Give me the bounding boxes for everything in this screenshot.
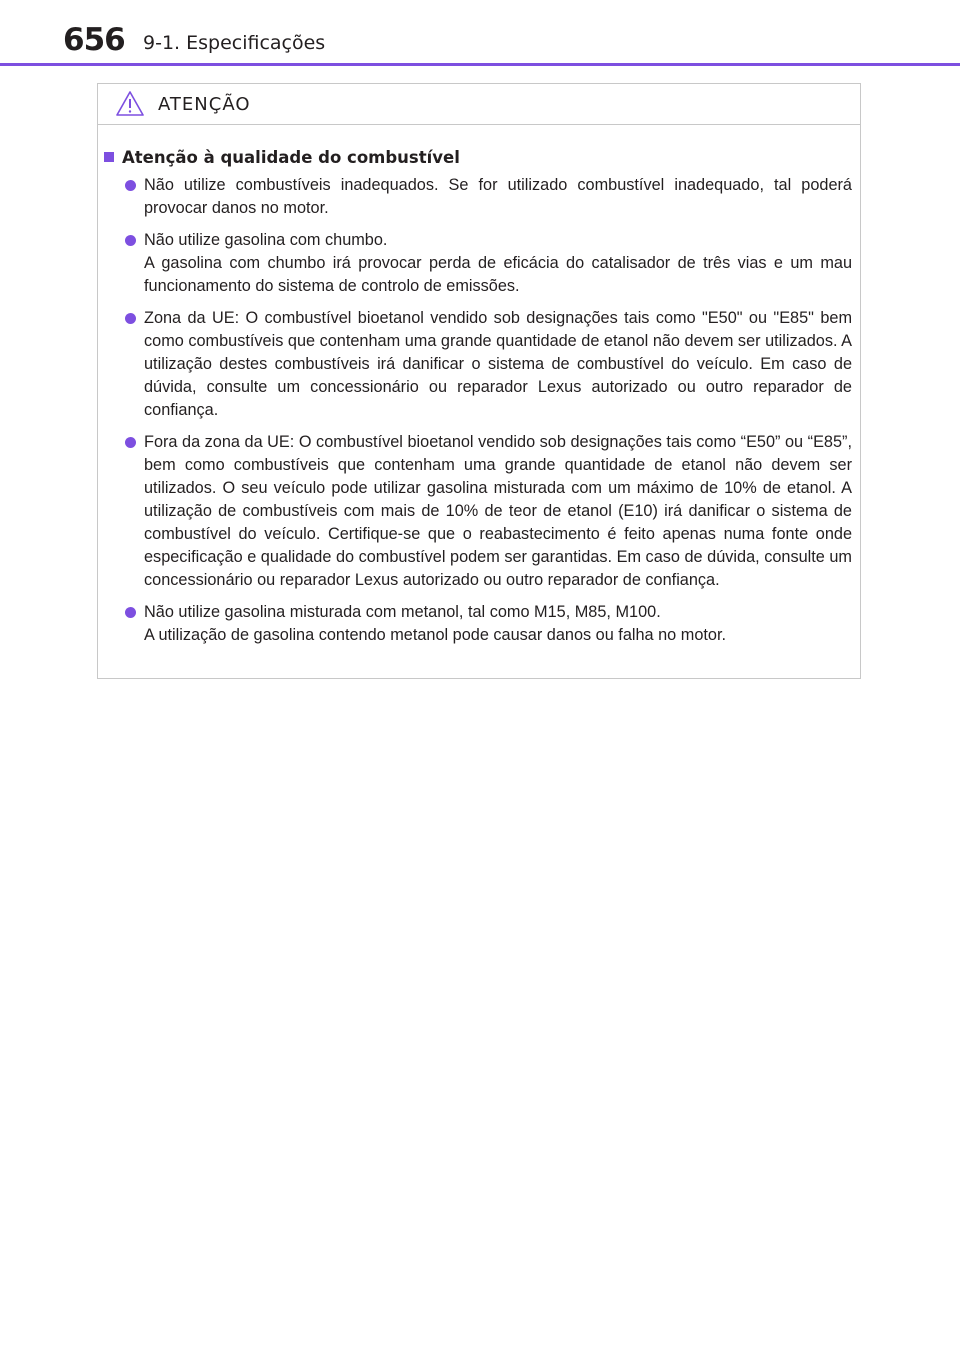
square-bullet-icon (104, 152, 114, 162)
bullet-dot-icon (125, 607, 136, 618)
list-item (98, 174, 860, 220)
item-text: Não utilize gasolina misturada com metanol, tal como M15, M85, M100. (144, 603, 661, 621)
page-number: 656 (63, 22, 125, 58)
bullet-dot-icon (125, 235, 136, 246)
warning-label: ATENÇÃO (158, 94, 251, 115)
item-text: Fora da zona da UE: O combustível bioetanol vendido sob designações tais como “E50” ou “E85”, bem como combustíveis que contenham uma grande quantidade de etanol não devem ser utilizados. O seu veículo pode utilizar gasolina misturada com um máximo de 10% de etanol. A utilização de combustíveis com mais de 10% de teor de etanol (E10) irá danificar o sistema de combustível do veículo. Certifique-se que o reabastecimento é feito apenas numa fonte onde especificação e qualidade do combustível podem ser garantidas. Em caso de dúvida, consulte um concessionário ou reparador Lexus autorizado ou outro reparador de confiança. (144, 433, 852, 589)
warning-subheading (104, 148, 460, 167)
subheading-text: Atenção à qualidade do combustível (122, 148, 460, 167)
list-item (98, 307, 860, 422)
warning-items (98, 174, 860, 656)
item-text: Zona da UE: O combustível bioetanol vendido sob designações tais como "E50" ou "E85" bem como combustíveis que contenham uma grande quantidade de etanol não devem ser utilizados. A utilização destes combustíveis irá danificar o sistema de combustível do veículo. Em caso de dúvida, consulte um concessionário ou reparador Lexus autorizado ou outro reparador de confiança. (144, 309, 852, 419)
page-header (0, 0, 960, 70)
item-detail: A utilização de gasolina contendo metanol pode causar danos ou falha no motor. (144, 626, 727, 644)
warning-box (97, 83, 861, 679)
list-item (98, 431, 860, 592)
item-detail: A gasolina com chumbo irá provocar perda de eficácia do catalisador de três vias e um mau funcionamento do sistema de controlo de emissões. (144, 254, 852, 295)
warning-header (98, 84, 860, 125)
bullet-dot-icon (125, 437, 136, 448)
list-item (98, 601, 860, 647)
item-text: Não utilize combustíveis inadequados. Se for utilizado combustível inadequado, tal poderá provocar danos no motor. (144, 176, 852, 217)
item-text: Não utilize gasolina com chumbo. (144, 231, 388, 249)
bullet-dot-icon (125, 313, 136, 324)
warning-triangle-icon (115, 90, 145, 117)
list-item (98, 229, 860, 298)
header-divider (0, 63, 960, 66)
bullet-dot-icon (125, 180, 136, 191)
section-title: 9-1. Especificações (143, 32, 326, 54)
